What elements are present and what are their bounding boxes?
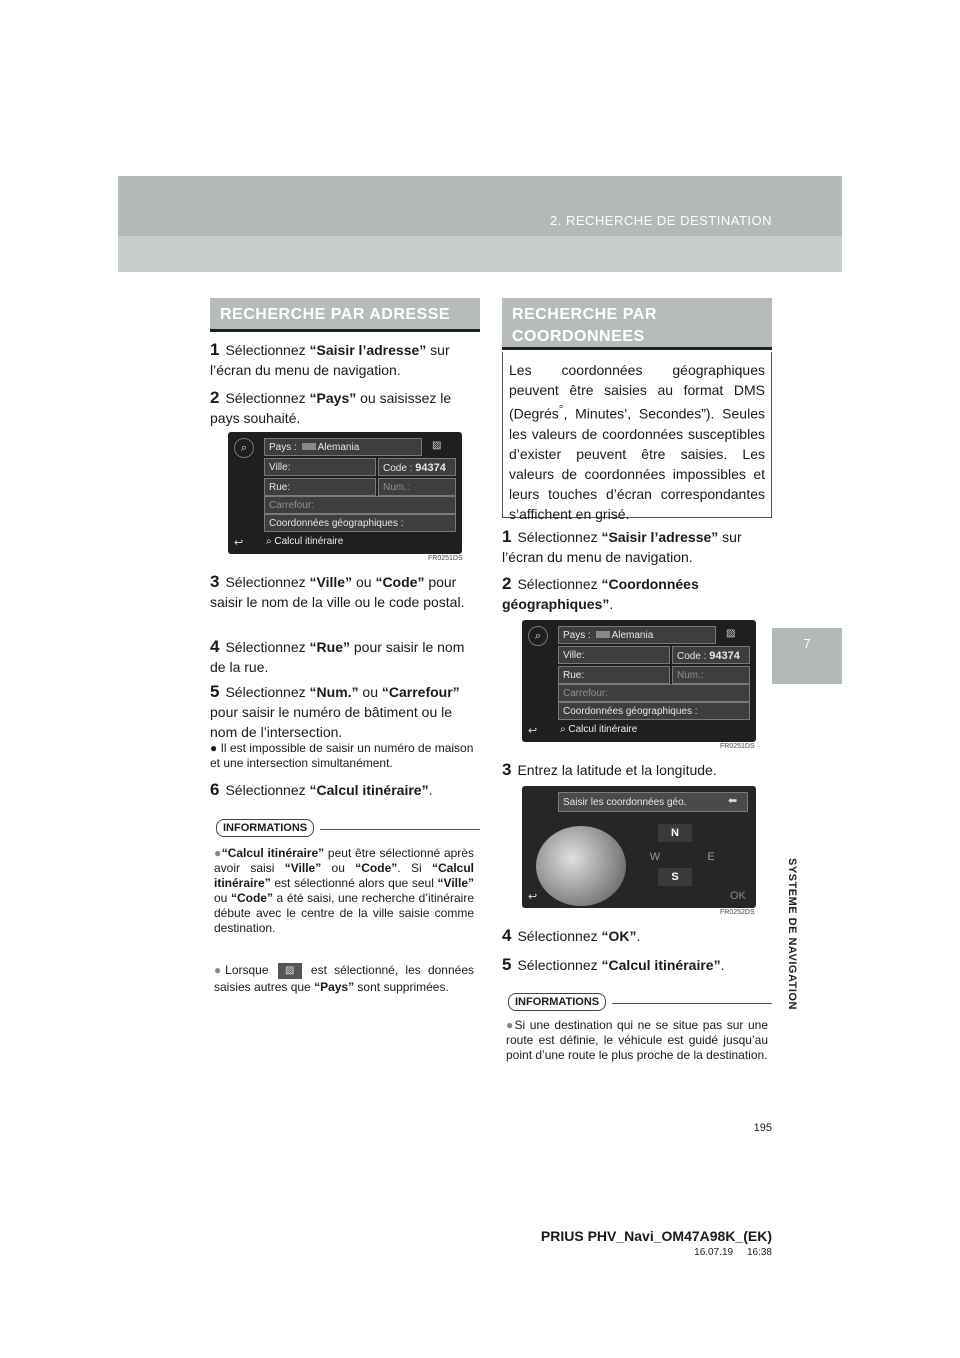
figure-code: FR0251DS: [428, 555, 463, 562]
info-item-2: ●Lorsque ▨ est sélectionné, les données saisies autres que “Pays” sont supprimées.: [214, 963, 474, 994]
num-field[interactable]: Num.:: [672, 666, 750, 684]
backspace-icon[interactable]: ⬅: [728, 795, 738, 807]
info-item-r1: ●Si une destination qui ne se situe pas sur une route est définie, le véhicule est guidé jusqu’au point d’une route le plus proche de la destination.: [506, 1018, 768, 1062]
info-rule-2: [612, 1003, 772, 1004]
calc-button[interactable]: ⌕ Calcul itinéraire: [266, 536, 344, 547]
search-icon[interactable]: ⌕: [528, 626, 548, 646]
figure-code-2: FR0252DS: [720, 909, 755, 916]
clear-icon[interactable]: ▨: [432, 440, 442, 451]
coord-field[interactable]: Coordonnées géographiques :: [558, 702, 750, 720]
rue-field[interactable]: Rue:: [264, 478, 376, 496]
code-field[interactable]: Code : 94374: [672, 646, 750, 664]
chapter-number: 7: [803, 636, 811, 651]
clear-icon[interactable]: ▨: [726, 628, 736, 639]
section-heading-coordonnees: RECHERCHE PAR COORDONNEES: [502, 298, 772, 350]
globe-image: [536, 826, 626, 906]
footer-model: PRIUS PHV_Navi_OM47A98K_(EK): [540, 1228, 772, 1244]
pays-field[interactable]: Pays : Alemania: [558, 626, 716, 644]
intro-box: Les coordonnées géographiques peuvent être saisies au format DMS (Degrés°, Minutes’, Secondes”). Seules les valeurs de coordonnées susceptibles d’exister peuvent être saisies. Les valeurs de coordonnées impossibles et leurs touches d’écran correspondantes s’affichent en grisé.: [502, 352, 772, 518]
footer-timestamp: 16.07.19 16:38: [694, 1247, 772, 1258]
pays-field[interactable]: Pays : Alemania: [264, 438, 422, 456]
key-w[interactable]: W: [649, 851, 661, 863]
carrefour-field[interactable]: Carrefour:: [264, 496, 456, 514]
back-icon[interactable]: ↩: [528, 725, 538, 737]
info-badge-2: INFORMATIONS: [508, 993, 606, 1011]
step-2: 2 Sélectionnez “Pays” ou saisissez le pays souhaité.: [210, 388, 452, 426]
code-field[interactable]: Code : 94374: [378, 458, 456, 476]
chapter-label: SYSTEME DE NAVIGATION: [786, 858, 798, 1010]
section-title: 2. RECHERCHE DE DESTINATION: [549, 213, 772, 228]
screen-coord-entry: [522, 786, 756, 908]
search-icon[interactable]: ⌕: [234, 438, 254, 458]
note-bullet: ● Il est impossible de saisir un numéro de maison et une intersection simultanément.: [210, 741, 474, 770]
clear-key-icon: ▨: [278, 963, 302, 979]
calc-button[interactable]: ⌕ Calcul itinéraire: [560, 724, 638, 735]
step-5: 5 Sélectionnez “Num.” ou “Carrefour” pour saisir le numéro de bâtiment ou le nom de l’intersection.: [210, 682, 460, 740]
ok-button[interactable]: OK: [730, 890, 746, 902]
screen-address-entry: [228, 432, 462, 554]
screen-address-entry-2: [522, 620, 756, 742]
info-rule: [320, 829, 480, 830]
back-icon[interactable]: ↩: [234, 537, 244, 549]
info-item-1: ●“Calcul itinéraire” peut être sélectionné après avoir saisi “Ville” ou “Code”. Si “Calcul itinéraire” est sélectionné alors que seul “Ville” ou “Code” a été saisi, une recherche d’itinéraire débute avec le centre de la ville saisie comme destination.: [214, 846, 474, 935]
key-n[interactable]: N: [658, 824, 692, 842]
step-4: 4 Sélectionnez “Rue” pour saisir le nom de la rue.: [210, 637, 465, 675]
ville-field[interactable]: Ville:: [264, 458, 376, 476]
back-icon[interactable]: ↩: [528, 891, 538, 903]
step-r2: 2 Sélectionnez “Coordonnées géographiques”.: [502, 574, 699, 612]
ville-field[interactable]: Ville:: [558, 646, 670, 664]
info-badge: INFORMATIONS: [216, 819, 314, 837]
coord-field[interactable]: Coordonnées géographiques :: [264, 514, 456, 532]
step-r5: 5 Sélectionnez “Calcul itinéraire”.: [502, 955, 725, 974]
step-1: 1 Sélectionnez “Saisir l’adresse” sur l’écran du menu de navigation.: [210, 340, 450, 378]
coord-input[interactable]: Saisir les coordonnées géo.: [558, 792, 748, 812]
step-6: 6 Sélectionnez “Calcul itinéraire”.: [210, 780, 433, 799]
step-r4: 4 Sélectionnez “OK”.: [502, 926, 641, 945]
carrefour-field[interactable]: Carrefour:: [558, 684, 750, 702]
page-number: 195: [753, 1122, 772, 1134]
rue-field[interactable]: Rue:: [558, 666, 670, 684]
section-heading-adresse: RECHERCHE PAR ADRESSE: [210, 298, 480, 332]
key-e[interactable]: E: [707, 851, 715, 863]
key-s[interactable]: S: [658, 868, 692, 886]
figure-code: FR0251DS: [720, 743, 755, 750]
step-r1: 1 Sélectionnez “Saisir l’adresse” sur l’écran du menu de navigation.: [502, 527, 742, 565]
step-3: 3 Sélectionnez “Ville” ou “Code” pour saisir le nom de la ville ou le code postal.: [210, 572, 465, 610]
num-field[interactable]: Num.:: [378, 478, 456, 496]
step-r3: 3 Entrez la latitude et la longitude.: [502, 760, 717, 779]
